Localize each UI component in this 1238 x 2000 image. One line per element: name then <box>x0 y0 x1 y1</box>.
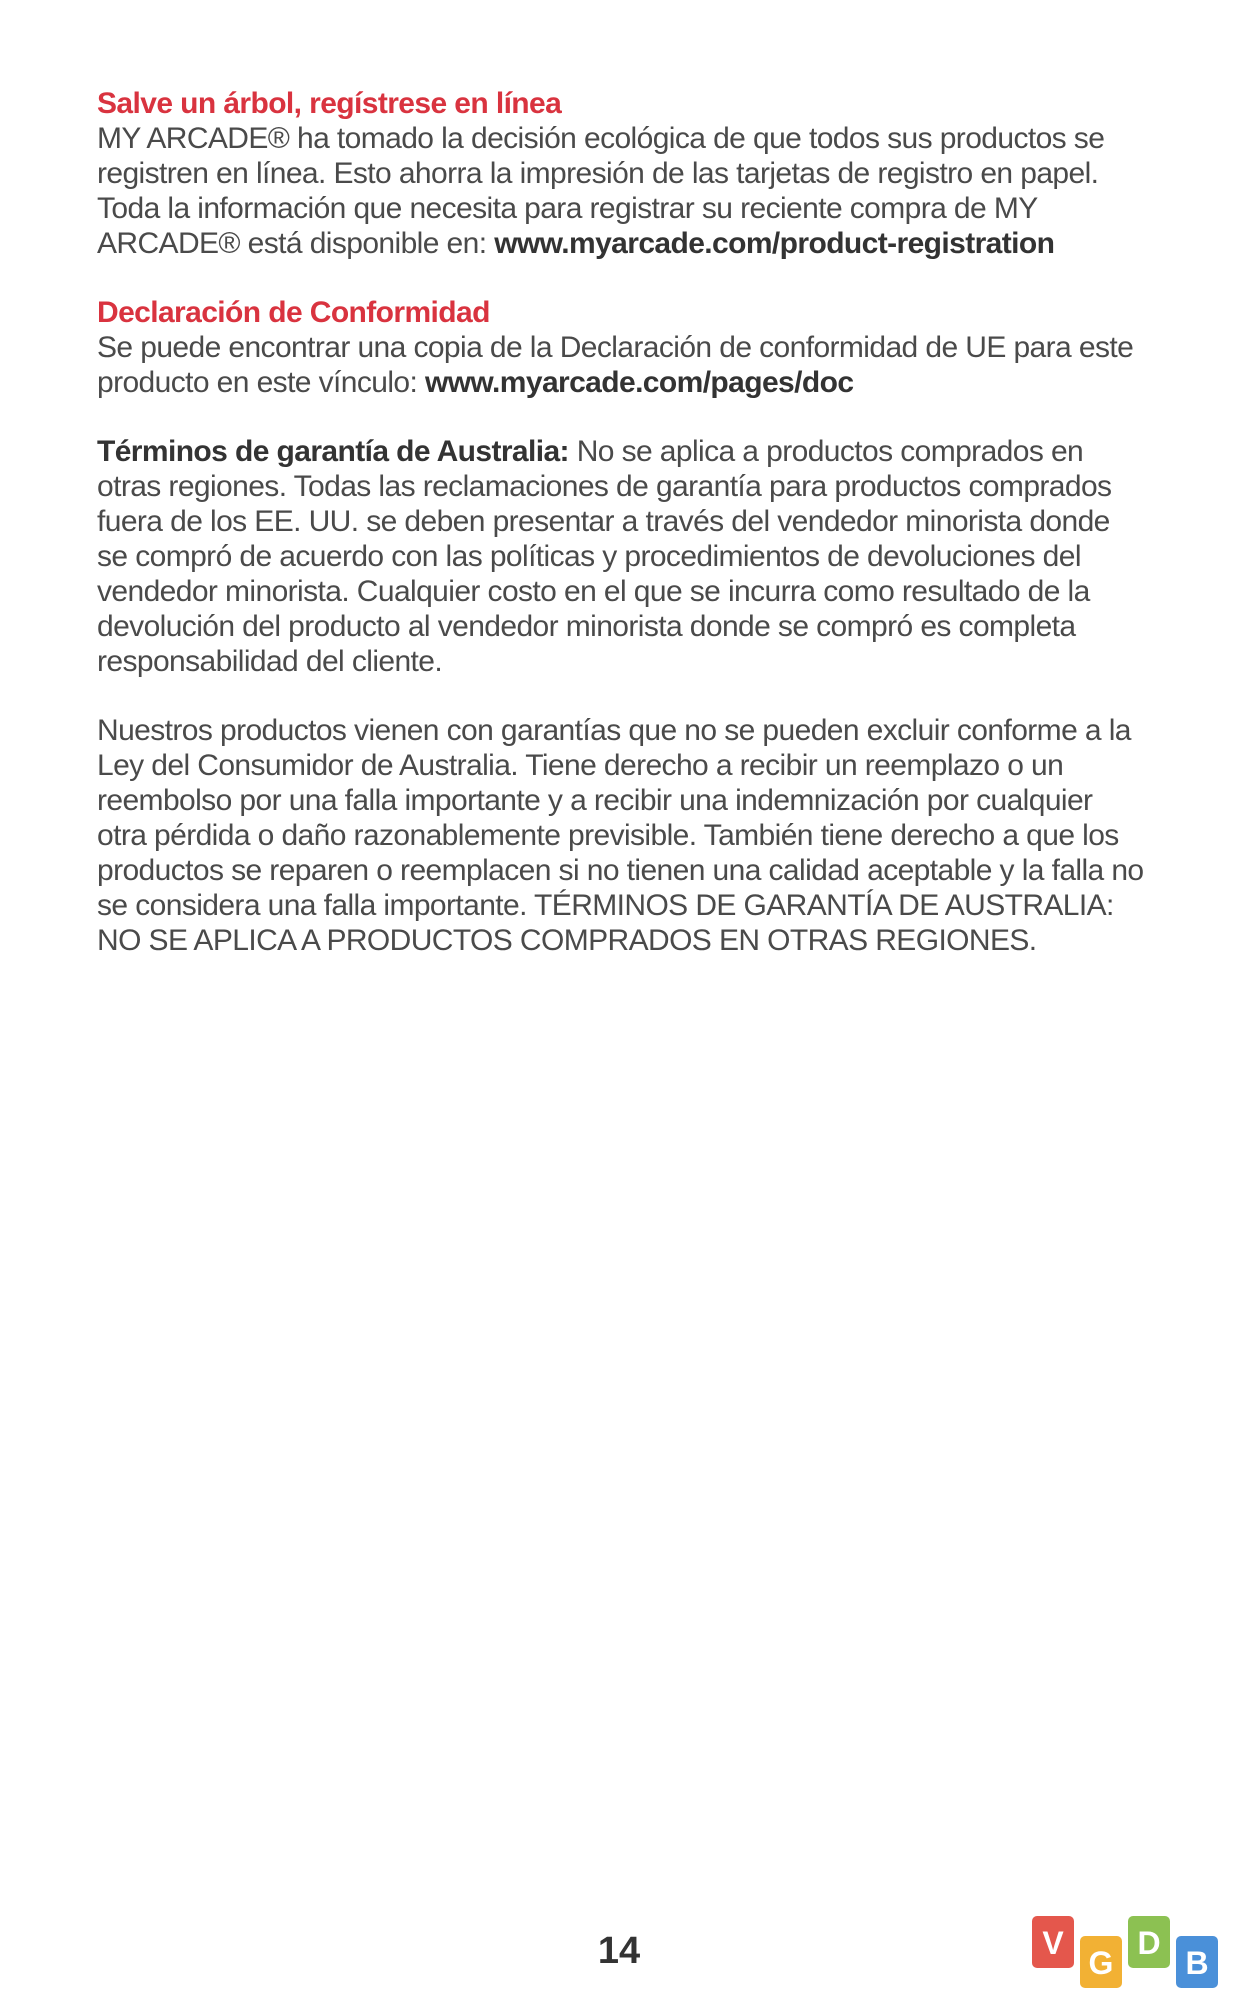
australia-terms-section <box>97 434 1147 679</box>
watermark-letter-b <box>1176 1936 1218 1988</box>
register-body: MY ARCADE® ha tomado la decisión ecológica de que todos sus productos se registren en línea. Esto ahorra la impresión de las tarjetas de registro en papel. Toda la información que necesita para registrar su reciente compra de MY ARCADE® está disponible en: <box>97 122 1105 260</box>
conformity-body: Se puede encontrar una copia de la Declaración de conformidad de UE para este producto en este vínculo: <box>97 331 1134 399</box>
australia-terms-paragraph <box>97 434 1147 679</box>
page-content <box>97 86 1147 992</box>
svg-text:V: V <box>1042 1925 1064 1961</box>
consumer-law-section <box>97 713 1147 958</box>
conformity-section <box>97 295 1147 400</box>
registration-link[interactable]: www.myarcade.com/product-registration <box>494 227 1055 260</box>
conformity-paragraph <box>97 330 1147 400</box>
australia-terms-label: Términos de garantía de Australia: <box>97 435 569 468</box>
svg-text:D: D <box>1137 1925 1161 1961</box>
australia-terms-body: No se aplica a productos comprados en otras regiones. Todas las reclamaciones de garantía para productos comprados fuera de los EE. UU. se deben presentar a través del vendedor minorista donde se compró de acuerdo con las políticas y procedimientos de devoluciones del vendedor minorista. Cualquier costo en el que se incurra como resultado de la devolución del producto al vendedor minorista donde se compró es completa responsabilidad del cliente. <box>97 435 1112 678</box>
register-paragraph <box>97 121 1147 261</box>
conformity-heading: Declaración de Conformidad <box>97 296 490 329</box>
vgdb-watermark-logo <box>1030 1914 1230 1994</box>
svg-text:G: G <box>1088 1945 1114 1981</box>
watermark-letter-d <box>1128 1916 1170 1968</box>
svg-text:B: B <box>1185 1945 1209 1981</box>
register-section <box>97 86 1147 261</box>
doc-link[interactable]: www.myarcade.com/pages/doc <box>424 366 854 399</box>
watermark-letter-g <box>1080 1936 1122 1988</box>
watermark-letter-v <box>1032 1916 1074 1968</box>
consumer-law-paragraph: Nuestros productos vienen con garantías que no se pueden excluir conforme a la Ley del Consumidor de Australia. Tiene derecho a recibir un reemplazo o un reembolso por una falla importante y a recibir una indemnización por cualquier otra pérdida o daño razonablemente previsible. También tiene derecho a que los productos se reparen o reemplacen si no tienen una calidad aceptable y la falla no se considera una falla importante. TÉRMINOS DE GARANTÍA DE AUSTRALIA: NO SE APLICA A PRODUCTOS COMPRADOS EN OTRAS REGIONES. <box>97 714 1144 957</box>
page-number: 14 <box>597 1930 641 1972</box>
register-heading: Salve un árbol, regístrese en línea <box>97 87 562 120</box>
